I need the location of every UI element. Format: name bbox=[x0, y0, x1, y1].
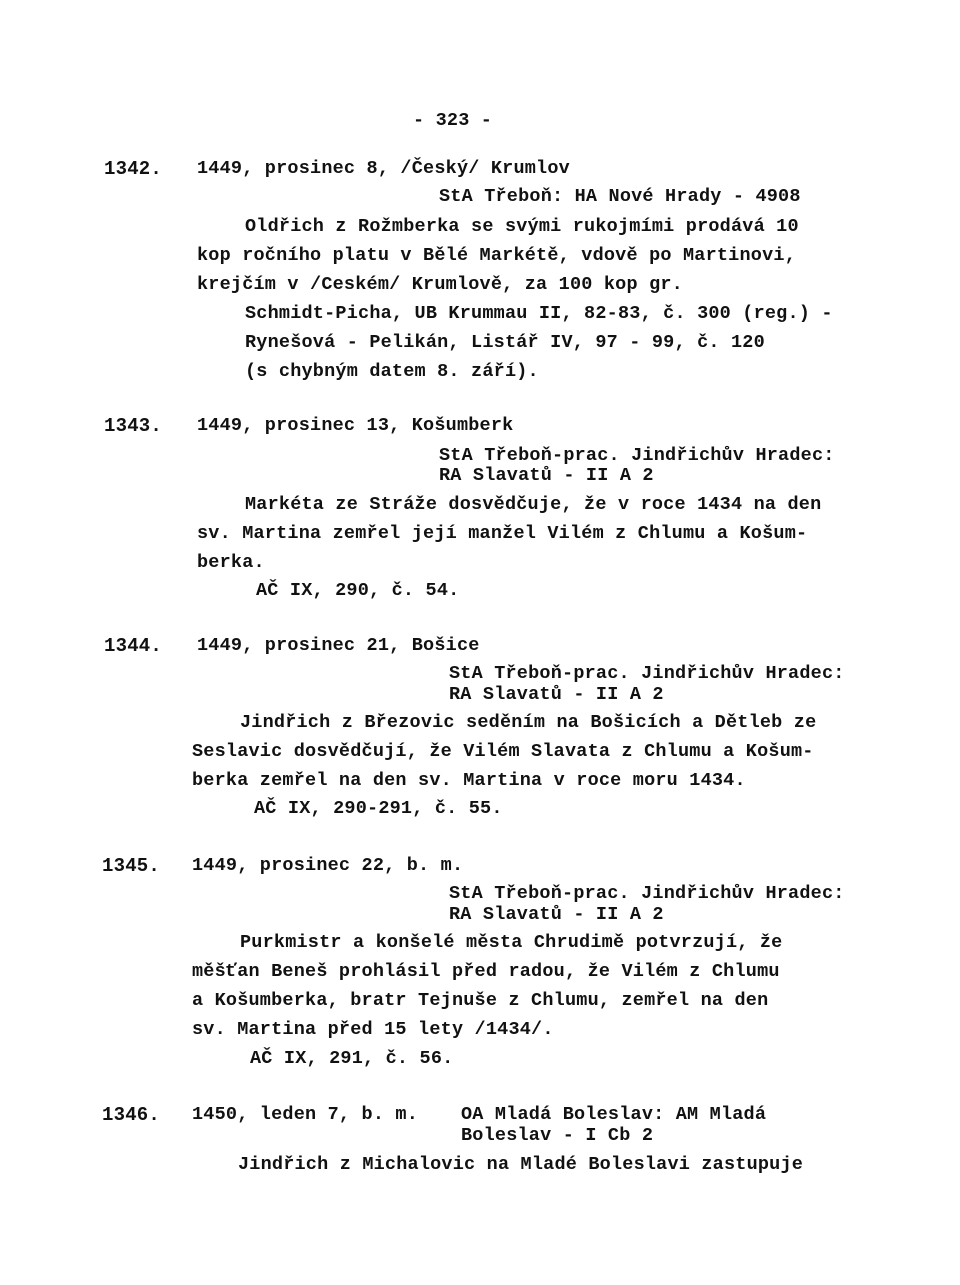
entry-text-line: a Košumberka, bratr Tejnuše z Chlumu, zemřel na den bbox=[192, 990, 769, 1011]
entry-text-line: krejčím v /Ceském/ Krumlově, za 100 kop gr. bbox=[197, 274, 683, 295]
entry-text-line: sv. Martina před 15 lety /1434/. bbox=[192, 1019, 554, 1040]
entry-number: 1345. bbox=[102, 855, 161, 877]
entry-text-line: Jindřich z Michalovic na Mladé Boleslavi zastupuje bbox=[238, 1154, 804, 1175]
entry-heading: 1449, prosinec 21, Bošice bbox=[197, 635, 480, 656]
entry-heading: 1449, prosinec 22, b. m. bbox=[192, 855, 464, 876]
archive-reference: StA Třeboň-prac. Jindřichův Hradec: bbox=[449, 663, 845, 684]
entry-text-line: Schmidt-Picha, UB Krummau II, 82-83, č. 300 (reg.) - bbox=[245, 303, 833, 324]
entry-text-line: berka zemřel na den sv. Martina v roce moru 1434. bbox=[192, 770, 746, 791]
entry-text-line: Jindřich z Březovic seděním na Bošicích a Dětleb ze bbox=[240, 712, 817, 733]
entry-text-line: kop ročního platu v Bělé Markétě, vdově po Martinovi, bbox=[197, 245, 796, 266]
entry-heading: 1449, prosinec 13, Košumberk bbox=[197, 415, 514, 436]
page-number: - 323 - bbox=[413, 110, 493, 131]
archive-reference: StA Třeboň: HA Nové Hrady - 4908 bbox=[439, 186, 801, 207]
archive-reference: Boleslav - I Cb 2 bbox=[461, 1125, 654, 1146]
entry-text-line: Markéta ze Stráže dosvědčuje, že v roce 1434 na den bbox=[245, 494, 822, 515]
entry-text-line: Purkmistr a konšelé města Chrudimě potvrzují, že bbox=[240, 932, 783, 953]
entry-text-line: Seslavic dosvědčují, že Vilém Slavata z Chlumu a Košum- bbox=[192, 741, 814, 762]
archive-reference: OA Mladá Boleslav: AM Mladá bbox=[461, 1104, 767, 1125]
entry-text-line: berka. bbox=[197, 552, 265, 573]
entry-number: 1342. bbox=[104, 158, 163, 180]
citation: AČ IX, 290, č. 54. bbox=[256, 580, 460, 601]
archive-reference: StA Třeboň-prac. Jindřichův Hradec: bbox=[449, 883, 845, 904]
archive-reference: RA Slavatů - II A 2 bbox=[449, 904, 664, 925]
entry-text-line: měšťan Beneš prohlásil před radou, že Vilém z Chlumu bbox=[192, 961, 780, 982]
citation: AČ IX, 291, č. 56. bbox=[250, 1048, 454, 1069]
entry-text-line: Rynešová - Pelikán, Listář IV, 97 - 99, č. 120 bbox=[245, 332, 765, 353]
archive-reference: StA Třeboň-prac. Jindřichův Hradec: bbox=[439, 445, 835, 466]
entry-number: 1346. bbox=[102, 1104, 161, 1126]
entry-text-line: Oldřich z Rožmberka se svými rukojmími prodává 10 bbox=[245, 216, 799, 237]
entry-text-line: sv. Martina zemřel její manžel Vilém z Chlumu a Košum- bbox=[197, 523, 808, 544]
entry-number: 1344. bbox=[104, 635, 163, 657]
archive-reference: RA Slavatů - II A 2 bbox=[449, 684, 664, 705]
citation: AČ IX, 290-291, č. 55. bbox=[254, 798, 503, 819]
entry-text-line: (s chybným datem 8. září). bbox=[245, 361, 539, 382]
entry-heading: 1450, leden 7, b. m. bbox=[192, 1104, 419, 1125]
entry-number: 1343. bbox=[104, 415, 163, 437]
entry-heading: 1449, prosinec 8, /Český/ Krumlov bbox=[197, 158, 570, 179]
archive-reference: RA Slavatů - II A 2 bbox=[439, 465, 654, 486]
